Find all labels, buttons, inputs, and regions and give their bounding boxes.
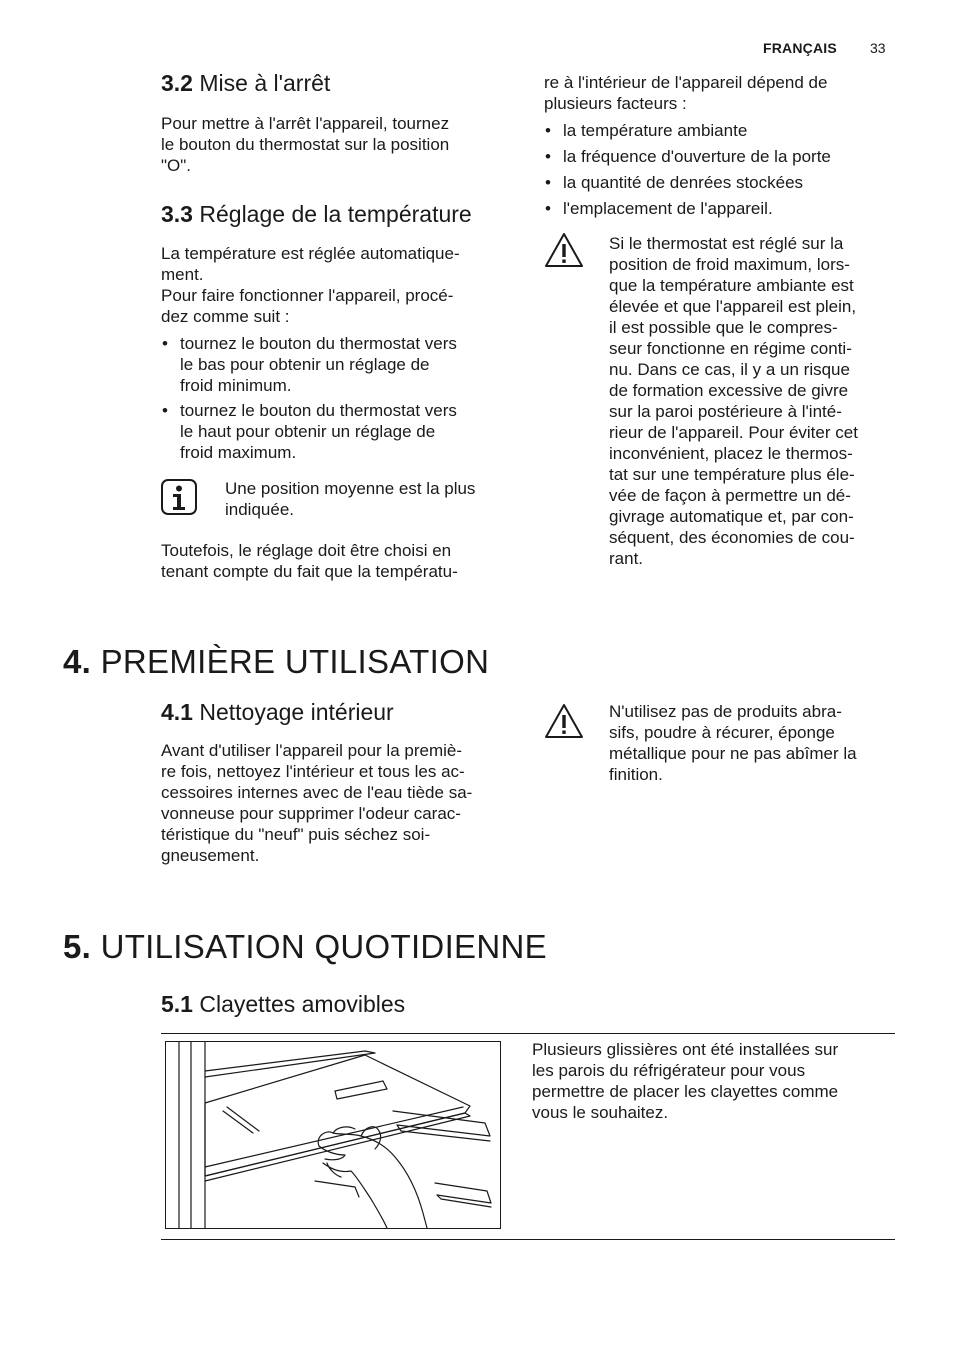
- chapter-title: UTILISATION QUOTIDIENNE: [100, 928, 547, 965]
- text-line: re fois, nettoyez l'intérieur et tous les ac-: [161, 762, 465, 781]
- text-line: vous le souhaitez.: [532, 1103, 669, 1122]
- chapter-number: 4.: [63, 643, 92, 680]
- shelf-removal-illustration: [165, 1041, 501, 1229]
- thermostat-steps-list: [180, 333, 520, 463]
- section-number: 3.3: [161, 201, 193, 227]
- thermostat-warning: [609, 233, 899, 569]
- text-line: métallique pour ne pas abîmer la: [609, 744, 857, 763]
- section-number: 4.1: [161, 699, 193, 725]
- header-language: FRANÇAIS: [763, 40, 837, 56]
- warning-icon: [543, 702, 585, 740]
- chapter-5-heading: [63, 928, 547, 966]
- text-line: "O".: [161, 156, 192, 175]
- text-line: tat sur une température plus éle-: [609, 465, 855, 484]
- chapter-4-heading: [63, 643, 489, 681]
- text-line: que la température ambiante est: [609, 276, 854, 295]
- text-line: ment.: [161, 265, 204, 284]
- text-line: indiquée.: [225, 500, 295, 519]
- text-line: gneusement.: [161, 846, 260, 865]
- text-line: les parois du réfrigérateur pour vous: [532, 1061, 806, 1080]
- section-3-2-heading: [161, 70, 330, 97]
- section-3-3-heading: [161, 201, 472, 228]
- text-line: de formation excessive de givre: [609, 381, 849, 400]
- chapter-number: 5.: [63, 928, 92, 965]
- text-line: permettre de placer les clayettes comme: [532, 1082, 839, 1101]
- text-line: position de froid maximum, lors-: [609, 255, 850, 274]
- text-line: Toutefois, le réglage doit être choisi en: [161, 541, 452, 560]
- text-line: le bas pour obtenir un réglage de: [180, 355, 430, 374]
- section-3-3-tail: [161, 540, 511, 582]
- text-line: froid minimum.: [180, 376, 292, 395]
- cleaning-warning: [609, 701, 899, 785]
- section-title: Nettoyage intérieur: [199, 699, 394, 725]
- list-item: • la température ambiante: [563, 120, 893, 141]
- text-line: Pour mettre à l'arrêt l'appareil, tournez: [161, 114, 450, 133]
- section-number: 3.2: [161, 70, 193, 96]
- page-number: 33: [870, 40, 886, 56]
- text-line: rant.: [609, 549, 644, 568]
- section-3-2-body: [161, 113, 511, 176]
- list-item: • l'emplacement de l'appareil.: [563, 198, 893, 219]
- text-line: sifs, poudre à récurer, éponge: [609, 723, 835, 742]
- text-line: cessoires internes avec de l'eau tiède sa-: [161, 783, 473, 802]
- text-line: re à l'intérieur de l'appareil dépend de: [544, 73, 828, 92]
- section-title: Mise à l'arrêt: [199, 70, 331, 96]
- text-line: le haut pour obtenir un réglage de: [180, 422, 436, 441]
- section-title: Clayettes amovibles: [199, 991, 406, 1017]
- section-number: 5.1: [161, 991, 193, 1017]
- section-5-1-body: [532, 1039, 897, 1123]
- text-line: Plusieurs glissières ont été installées sur: [532, 1040, 839, 1059]
- chapter-title: PREMIÈRE UTILISATION: [100, 643, 490, 680]
- text-line: froid maximum.: [180, 443, 297, 462]
- text-line: vée de façon à permettre un dé-: [609, 486, 851, 505]
- text-line: élevée et que l'appareil est plein,: [609, 297, 857, 316]
- text-line: finition.: [609, 765, 663, 784]
- section-4-1-body: [161, 740, 521, 866]
- text-line: le bouton du thermostat sur la position: [161, 135, 450, 154]
- text-line: inconvénient, placez le thermos-: [609, 444, 853, 463]
- text-line: séquent, des économies de cou-: [609, 528, 855, 547]
- text-line: Avant d'utiliser l'appareil pour la premiè-: [161, 741, 462, 760]
- text-line: rieur de l'appareil. Pour éviter cet: [609, 423, 858, 442]
- text-line: givrage automatique et, par con-: [609, 507, 854, 526]
- text-line: vonneuse pour supprimer l'odeur carac-: [161, 804, 461, 823]
- info-note: [225, 478, 525, 520]
- text-line: téristique du "neuf" puis séchez soi-: [161, 825, 431, 844]
- info-icon: [160, 478, 198, 516]
- text-line: Pour faire fonctionner l'appareil, procé-: [161, 286, 454, 305]
- text-line: seur fonctionne en régime conti-: [609, 339, 852, 358]
- text-line: il est possible que le compres-: [609, 318, 838, 337]
- list-item: [180, 333, 520, 396]
- table-top-rule: [161, 1033, 895, 1034]
- text-line: sur la paroi postérieure à l'inté-: [609, 402, 842, 421]
- text-line: La température est réglée automatique-: [161, 244, 460, 263]
- text-line: tenant compte du fait que la températu-: [161, 562, 458, 581]
- text-line: Si le thermostat est réglé sur la: [609, 234, 844, 253]
- list-item: • la quantité de denrées stockées: [563, 172, 893, 193]
- factors-list: [563, 120, 893, 219]
- section-3-3-body: [161, 243, 516, 327]
- list-item: • la fréquence d'ouverture de la porte: [563, 146, 893, 167]
- section-4-1-heading: [161, 699, 394, 726]
- text-line: nu. Dans ce cas, il y a un risque: [609, 360, 850, 379]
- warning-icon: [543, 231, 585, 269]
- text-line: plusieurs facteurs :: [544, 94, 687, 113]
- text-line: • tournez le bouton du thermostat vers: [180, 401, 457, 420]
- text-line: N'utilisez pas de produits abra-: [609, 702, 842, 721]
- section-5-1-heading: [161, 991, 405, 1018]
- list-item: [180, 400, 520, 463]
- table-bottom-rule: [161, 1239, 895, 1240]
- right-column-continuation: [544, 72, 894, 114]
- text-line: • tournez le bouton du thermostat vers: [180, 334, 457, 353]
- text-line: Une position moyenne est la plus: [225, 479, 476, 498]
- text-line: dez comme suit :: [161, 307, 290, 326]
- section-title: Réglage de la température: [199, 201, 472, 227]
